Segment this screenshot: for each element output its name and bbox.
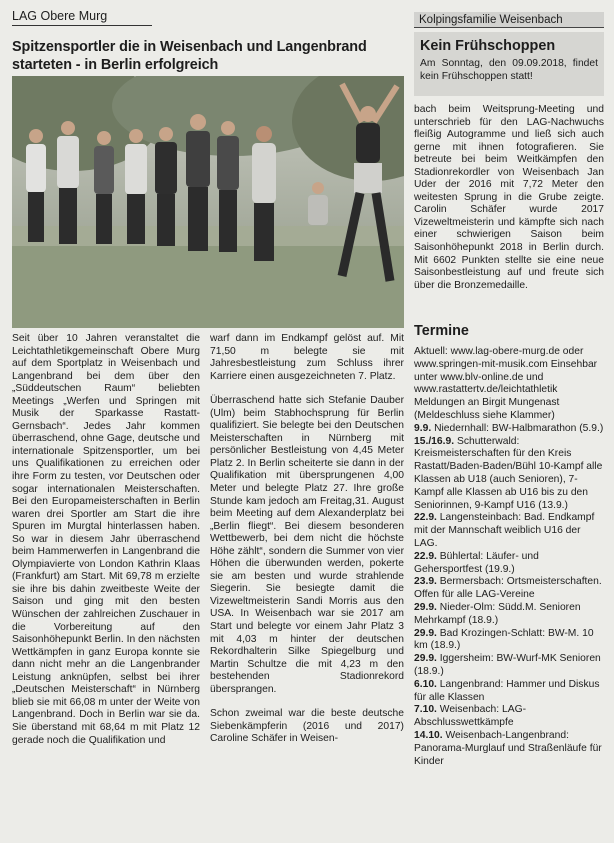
event-date: 29.9.	[414, 653, 437, 665]
event-date: 7.10.	[414, 704, 437, 716]
termine-event	[414, 551, 604, 577]
article-paragraph: bach beim Weitsprung-Meeting und unterschrieb für den LAG-Nachwuchs fleißig Autogramme und ließ sich auch gerne mit ihnen fotografieren. Sie betreute bei beim Weitkämpfen den Stadionrekordler von Weisenbach Jan Uder der 2016 mit 7,72 Meter den weitesten Sprung in die Grube zeigte. Carolin Schäfer wurde 2017 Vizeweltmeisterin und kämpfte sich nach einer schwierigen Saison beim Saisonhöhepunkt 2018 in Berlin durch. Mit 6602 Punkten stellte sie eine neue Saisonbestleistung auf und freute sich über die Bronzemedaille.	[414, 104, 604, 291]
event-date: 23.9.	[414, 576, 437, 588]
event-date: 9.9.	[414, 422, 432, 434]
event-text: Niedernhall: BW-Halbmarathon (5.9.)	[434, 422, 604, 434]
termine-event	[414, 653, 604, 679]
termine-events	[414, 423, 604, 769]
article-paragraph: warf dann im Endkampf gelöst auf. Mit 71,50 m belegte sie mit Jahresbestleistung zum Schluss ihrer Karriere einen ausgezeichneten 7. Platz.	[210, 333, 404, 382]
event-text: Weisenbach-Langenbrand: Panorama-Murglauf und Straßenläufe für Kinder	[414, 729, 602, 767]
event-date: 6.10.	[414, 678, 437, 690]
article-column-1	[12, 333, 200, 841]
termine-heading: Termine	[414, 323, 469, 339]
team-photo	[12, 76, 404, 328]
termine-event	[414, 704, 604, 730]
notice-text: Am Sonntag, den 09.09.2018, findet kein Frühschoppen statt!	[420, 58, 598, 82]
event-text: Langenbrand: Hammer und Diskus für alle Klassen	[414, 678, 600, 703]
event-text: Nieder-Olm: Südd.M. Senioren Mehrkampf (18.9.)	[414, 601, 581, 626]
termine-event	[414, 576, 604, 602]
event-text: Bad Krozingen-Schlatt: BW-M. 10 km (18.9.)	[414, 627, 594, 652]
termine-event	[414, 730, 604, 768]
event-date: 29.9.	[414, 627, 437, 639]
event-date: 22.9.	[414, 550, 437, 562]
event-text: Bermersbach: Ortsmeisterschaften. Offen für alle LAG-Vereine	[414, 576, 602, 601]
event-text: Bühlertal: Läufer- und Gehersportfest (19.9.)	[414, 550, 539, 575]
event-text: Weisenbach: LAG- Abschlusswettkämpfe	[414, 704, 527, 729]
article-paragraph: Überraschend hatte sich Stefanie Dauber (Ulm) beim Stabhochsprung für Berlin qualifiziert. Sie belegte bei den Deutschen Meisterschaften in Nürnberg mit persönlicher Bestleistung von 4,45 Meter Platz 2. In Berlin scheiterte sie dann in der Qualifikation mit übersprungenen 4,00 Meter und belegte Platz 27. Ihre große Stunde kam jedoch am Freitag,31. August beim Meeting auf dem Alexanderplatz bei „Berlin fliegt“. Bei diesem besonderen Wettbewerb, bei dem nicht die höchste Höhe zählt“, sondern die Summer von vier Höhen die überwunden werden, pokerte sie am besten und wurde strahlende Siegerin. Sie besiegte damit die Vizeweltmeisterin Sandi Morris aus den USA. In Weisenbach war sie 2017 am Start und belegte vor einem Jahr Platz 3 mit 4,03 m hinter der deutschen Rekordhalterin Silke Spiegelburg und Martin Schultze die mit 4,23 m den bestehenden Stadionrekord übersprangen.	[210, 395, 404, 695]
event-date: 29.9.	[414, 601, 437, 613]
termine-list	[414, 346, 604, 768]
event-date: 22.9.	[414, 512, 437, 524]
article-column-3	[414, 104, 604, 314]
team-photo-illustration	[12, 76, 404, 328]
event-text: Schutterwald: Kreismeisterschaften für den Kreis Rastatt/Baden-Baden/Bühl 10-Kampf alle Klassen ab U18 (auch Senioren), 7-Kampf alle Klassen ab U16 bis zu den Seniorinnen, 9-Kampf U16 (13.9.)	[414, 435, 603, 511]
event-date: 14.10.	[414, 729, 443, 741]
termine-event	[414, 679, 604, 705]
article-headline: Spitzensportler die in Weisenbach und Langenbrand starteten - in Berlin erfolgreich	[12, 39, 367, 73]
event-text: Iggersheim: BW-Wurf-MK Senioren (18.9.)	[414, 653, 601, 677]
termine-event	[414, 628, 604, 654]
notice-title: Kein Frühschoppen	[420, 38, 556, 54]
event-date: 15./16.9.	[414, 435, 455, 447]
termine-event	[414, 602, 604, 628]
termine-event	[414, 512, 604, 550]
termine-event	[414, 436, 604, 513]
termine-event	[414, 423, 604, 436]
article-column-2	[210, 333, 404, 841]
notice-box	[414, 32, 604, 96]
section-label: LAG Obere Murg	[12, 8, 152, 26]
termine-intro: Aktuell: www.lag-obere-murg.de oder www.springen-mit-musik.com Einsehbar unter www.blv-online.de und www.rastattertv.de/leichtathletik Meldungen an Birgit Mungenast (Meldeschluss siehe Klammer)	[414, 346, 598, 421]
article-paragraph: Schon zweimal war die beste deutsche Siebenkämpferin (2016 und 2017) Caroline Schäfer in Weisen-	[210, 708, 404, 745]
event-text: Langensteinbach: Bad. Endkampf mit der Mannschaft weiblich U16 der LAG.	[414, 512, 595, 549]
article-paragraph: Seit über 10 Jahren veranstaltet die Leichtathletikgemeinschaft Obere Murg auf dem Sportplatz in Weisenbach und Langenbrand bei dem über den „Süddeutschen Raum“ beliebten Meetings „Werfen und Springen mit Musik der Sparkasse Rastatt-Gernsbach“. Jedes Jahr kommen überraschend, ohne Gage, deutsche und internationale Spitzensportler, um bei uns Qualifikationen zu erreichen oder ihre Form zu testen, vor Deutschen oder sogar internationalen Meisterschaften. Bei den Europameisterschaften in Berlin waren drei Sportler am Start die ihre Spuren im Murgtal hinterlassen haben. So war in diesem Jahr überraschend beim Hammerwerfen in Langenbrand die Olympiavierte von London Kathrin Klaas (Frankfurt) am Start. Mit 69,78 m erzielte sie ihre bis dahin zweitbeste Weite der Saison und ging mit den besten Wünschen der zahlreichen Zuschauer in die Vorbereitung auf den Saisonhöhepunkt Berlin. In den nächsten Wettkämpfen in ganz Europa konnte sie dann nicht mehr an die Langenbrander Leistung anknüpfen, selbst bei ihrer „Deutschen Meisterschaft“ in Nürnberg blieb sie mit 66,08 m unter der Weite von Langenbrand. Doch in Berlin war sie da. Sie überstand mit 68,64 m mit Platz 12 gerade noch die Qualifikation und	[12, 333, 200, 746]
kolping-section-label: Kolpingsfamilie Weisenbach	[414, 12, 604, 28]
